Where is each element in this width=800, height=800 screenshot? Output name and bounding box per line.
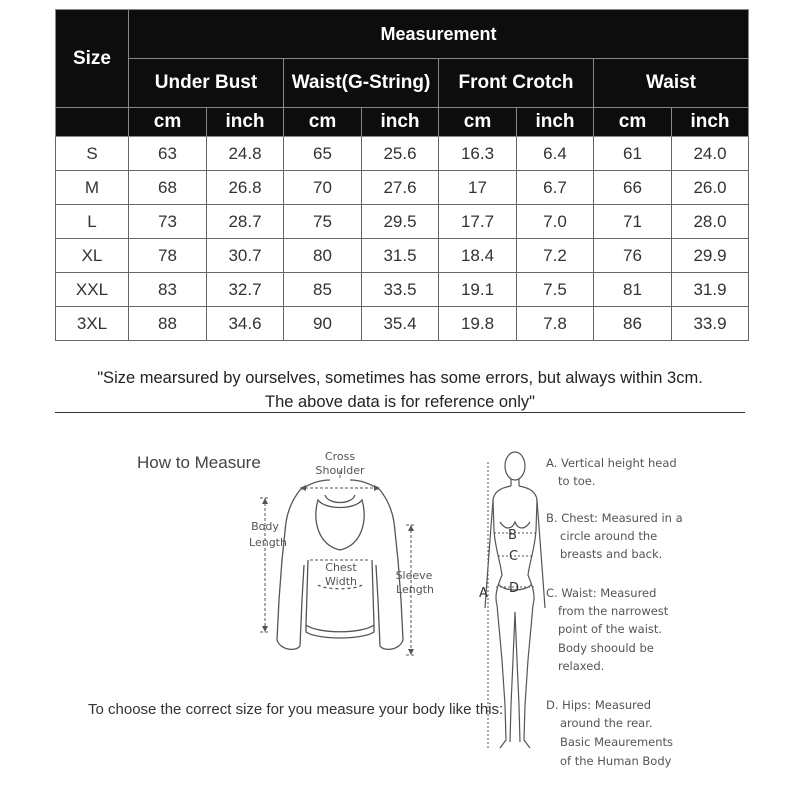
desc-c-line: relaxed. xyxy=(558,659,605,673)
body-length-label: Length xyxy=(249,536,287,549)
measurement-descriptions xyxy=(546,456,683,768)
value-cell: 28.7 xyxy=(207,205,284,239)
value-cell: 29.5 xyxy=(362,205,439,239)
desc-c-line: Body shoould be xyxy=(558,641,654,655)
value-cell: 61 xyxy=(594,137,672,171)
desc-c-line: point of the waist. xyxy=(558,622,663,636)
value-cell: 76 xyxy=(594,239,672,273)
value-cell: 26.8 xyxy=(207,171,284,205)
value-cell: 34.6 xyxy=(207,307,284,341)
value-cell: 6.4 xyxy=(517,137,594,171)
size-cell: M xyxy=(56,171,129,205)
value-cell: 24.8 xyxy=(207,137,284,171)
value-cell: 73 xyxy=(129,205,207,239)
value-cell: 35.4 xyxy=(362,307,439,341)
size-cell: L xyxy=(56,205,129,239)
desc-c-line: from the narrowest xyxy=(558,604,669,618)
value-cell: 18.4 xyxy=(439,239,517,273)
value-cell: 81 xyxy=(594,273,672,307)
value-cell: 80 xyxy=(284,239,362,273)
cross-shoulder-label: Cross xyxy=(324,450,356,463)
value-cell: 19.8 xyxy=(439,307,517,341)
desc-b-line: breasts and back. xyxy=(560,547,663,561)
chest-width-label: Chest xyxy=(325,561,357,574)
sleeve-length-label: Length xyxy=(396,583,434,596)
value-cell: 68 xyxy=(129,171,207,205)
value-cell: 33.5 xyxy=(362,273,439,307)
value-cell: 27.6 xyxy=(362,171,439,205)
note-line: The above data is for reference only" xyxy=(264,393,535,411)
measurement-header: Measurement xyxy=(129,10,749,59)
value-cell: 31.5 xyxy=(362,239,439,273)
marker-b: B xyxy=(508,528,517,543)
value-cell: 85 xyxy=(284,273,362,307)
unit-cm-header: cm xyxy=(439,108,517,137)
waist-header: Waist xyxy=(594,59,749,108)
size-column-header: Size xyxy=(56,10,129,108)
value-cell: 16.3 xyxy=(439,137,517,171)
value-cell: 7.2 xyxy=(517,239,594,273)
body-length-label: Body xyxy=(251,520,279,533)
marker-a: A xyxy=(479,586,488,601)
value-cell: 17.7 xyxy=(439,205,517,239)
unit-inch-header: inch xyxy=(672,108,749,137)
value-cell: 86 xyxy=(594,307,672,341)
desc-d-line: of the Human Body xyxy=(560,754,672,768)
chest-width-label: Width xyxy=(325,575,357,588)
value-cell: 32.7 xyxy=(207,273,284,307)
note-line: "Size mearsured by ourselves, sometimes has some errors, but always within 3cm. xyxy=(97,369,703,387)
desc-b-line: B. Chest: Measured in a xyxy=(546,511,683,525)
value-cell: 88 xyxy=(129,307,207,341)
size-cell: 3XL xyxy=(56,307,129,341)
value-cell: 71 xyxy=(594,205,672,239)
desc-c-line: C. Waist: Measured xyxy=(546,586,657,600)
desc-a-line: A. Vertical height head xyxy=(546,456,677,470)
value-cell: 31.9 xyxy=(672,273,749,307)
cross-shoulder-label: Shoulder xyxy=(315,464,365,477)
value-cell: 28.0 xyxy=(672,205,749,239)
value-cell: 70 xyxy=(284,171,362,205)
value-cell: 19.1 xyxy=(439,273,517,307)
unit-inch-header: inch xyxy=(362,108,439,137)
size-cell: XL xyxy=(56,239,129,273)
value-cell: 33.9 xyxy=(672,307,749,341)
waist-gstring-header: Waist(G-String) xyxy=(284,59,439,108)
value-cell: 25.6 xyxy=(362,137,439,171)
desc-a-line: to toe. xyxy=(558,474,596,488)
value-cell: 17 xyxy=(439,171,517,205)
size-cell: S xyxy=(56,137,129,171)
desc-d-line: around the rear. xyxy=(560,716,653,730)
desc-d-line: D. Hips: Measured xyxy=(546,698,652,712)
value-cell: 78 xyxy=(129,239,207,273)
value-cell: 7.0 xyxy=(517,205,594,239)
desc-d-line: Basic Meaurements xyxy=(560,735,674,749)
value-cell: 24.0 xyxy=(672,137,749,171)
value-cell: 75 xyxy=(284,205,362,239)
how-to-measure-title: How to Measure xyxy=(137,453,261,472)
under-bust-header: Under Bust xyxy=(129,59,284,108)
value-cell: 66 xyxy=(594,171,672,205)
value-cell: 29.9 xyxy=(672,239,749,273)
value-cell: 26.0 xyxy=(672,171,749,205)
value-cell: 6.7 xyxy=(517,171,594,205)
value-cell: 90 xyxy=(284,307,362,341)
figure-measure-lines xyxy=(488,462,536,748)
sleeve-length-label: Sleeve xyxy=(395,569,433,582)
marker-c: C xyxy=(509,549,519,564)
unit-cm-header: cm xyxy=(594,108,672,137)
unit-cm-header: cm xyxy=(129,108,207,137)
human-figure-illustration xyxy=(485,452,545,748)
value-cell: 30.7 xyxy=(207,239,284,273)
measure-instruction: To choose the correct size for you measure your body like this: xyxy=(88,701,504,718)
value-cell: 7.8 xyxy=(517,307,594,341)
front-crotch-header: Front Crotch xyxy=(439,59,594,108)
marker-d: D xyxy=(509,581,520,596)
value-cell: 63 xyxy=(129,137,207,171)
unit-inch-header: inch xyxy=(517,108,594,137)
value-cell: 65 xyxy=(284,137,362,171)
size-cell: XXL xyxy=(56,273,129,307)
unit-inch-header: inch xyxy=(207,108,284,137)
desc-b-line: circle around the xyxy=(560,529,658,543)
value-cell: 7.5 xyxy=(517,273,594,307)
value-cell: 83 xyxy=(129,273,207,307)
unit-cm-header: cm xyxy=(284,108,362,137)
